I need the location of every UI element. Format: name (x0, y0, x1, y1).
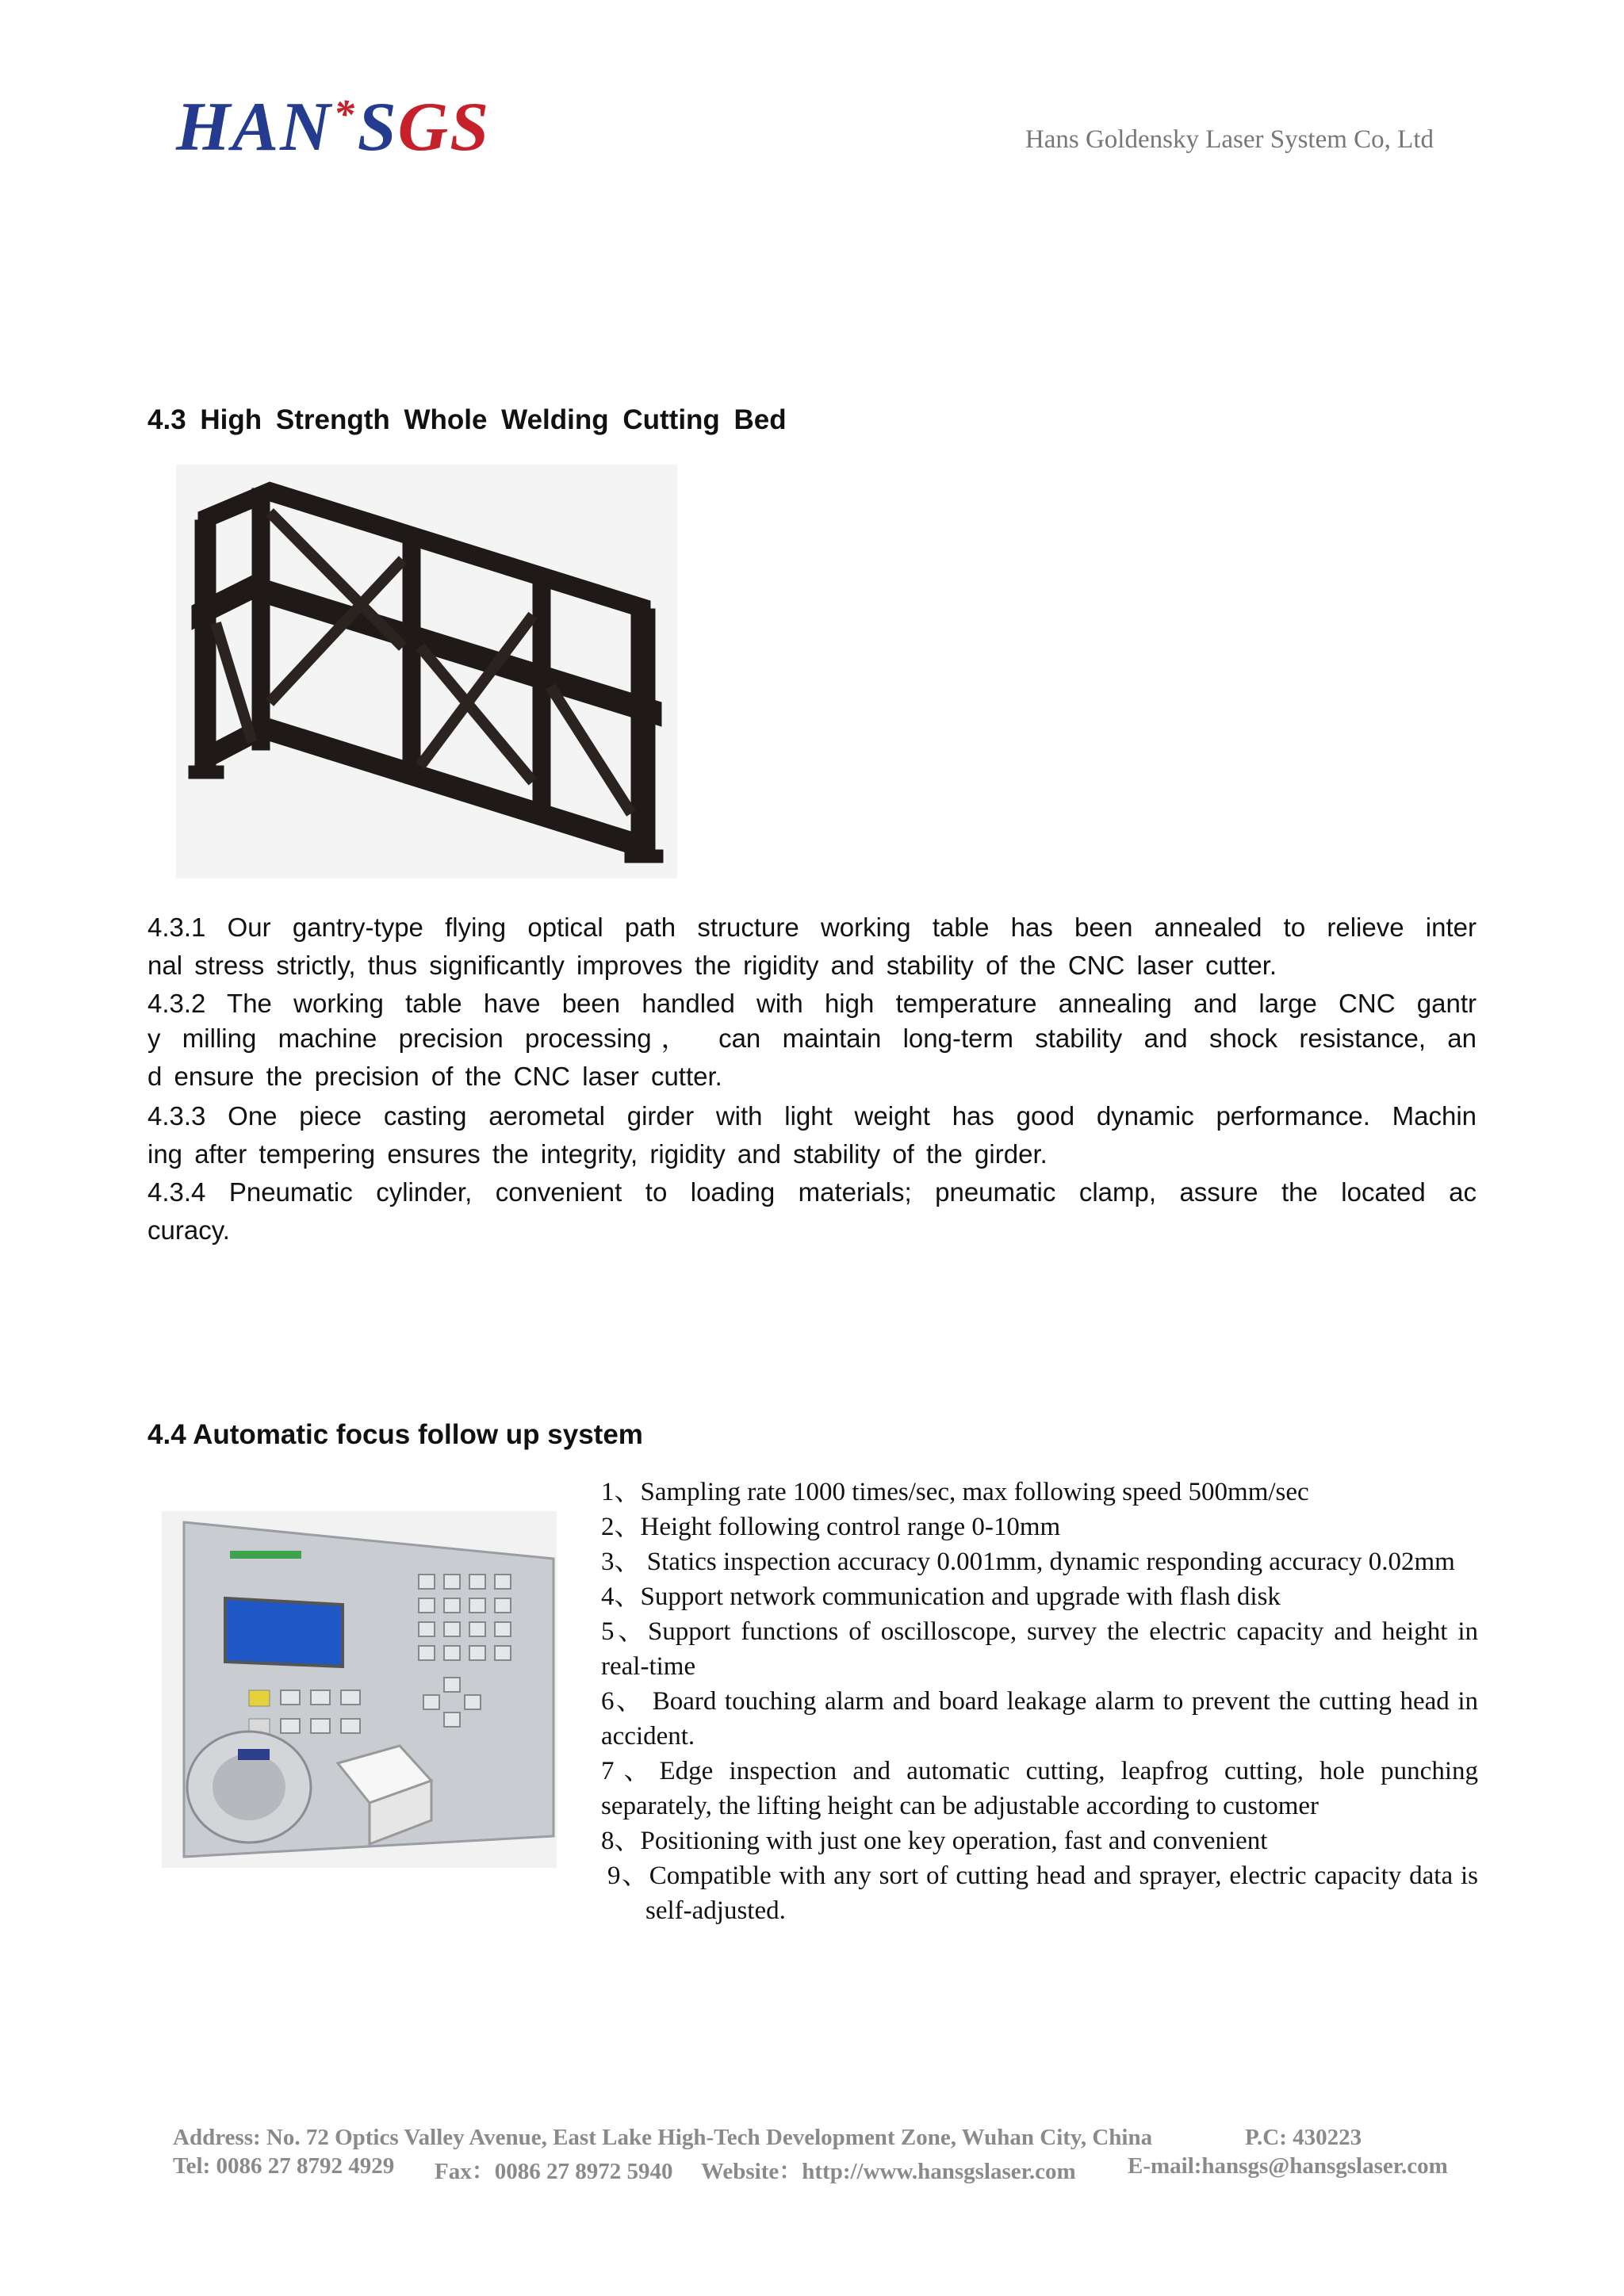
footer-postcode: P.C: 430223 (1245, 2125, 1362, 2150)
cutting-bed-illustration (176, 465, 677, 878)
footer-line-1 (173, 2125, 1473, 2153)
section-4-3-title: 4.3 High Strength Whole Welding Cutting Bed (147, 404, 787, 435)
paragraph-4-3-3-line-2: ing after tempering ensures the integrity, rigidity and stability of the girder. (147, 1139, 1048, 1169)
controller-photo (162, 1511, 557, 1868)
paragraph-4-3-1-line-2: nal stress strictly, thus significantly improves the rigidity and stability of the CNC laser cutter. (147, 951, 1277, 980)
paragraph-4-3-2-line-1: 4.3.2 The working table have been handled with high temperature annealing and large CNC gantr (147, 989, 1477, 1018)
list-item: 9、Compatible with any sort of cutting head and sprayer, electric capacity data is self-adjusted. (607, 1862, 1478, 1925)
section-4-4-title: 4.4 Automatic focus follow up system (147, 1419, 643, 1450)
footer-line-2 (173, 2153, 1473, 2182)
list-item: 4、Support network communication and upgrade with flash disk (601, 1582, 1281, 1611)
paragraph-4-3-2-line-2: y milling machine precision processing， can maintain long-term stability and shock resistance, an (147, 1024, 1477, 1053)
paragraph-4-3-4-line-1: 4.3.4 Pneumatic cylinder, convenient to loading materials; pneumatic clamp, assure the located ac (147, 1177, 1477, 1207)
paragraph-4-3-1-line-1: 4.3.1 Our gantry-type flying optical path structure working table has been annealed to relieve inter (147, 913, 1477, 942)
list-item: 1、Sampling rate 1000 times/sec, max following speed 500mm/sec (601, 1478, 1309, 1506)
list-item: 8、Positioning with just one key operation, fast and convenient (601, 1827, 1268, 1855)
list-item: 3、 Statics inspection accuracy 0.001mm, dynamic responding accuracy 0.02mm (601, 1548, 1455, 1576)
cutting-bed-photo (176, 465, 677, 878)
footer-fax: Fax：0086 27 8972 5940 (435, 2159, 673, 2184)
footer-email[interactable]: E-mail:hansgs@hansgslaser.com (1128, 2153, 1448, 2179)
company-name: Hans Goldensky Laser System Co, Ltd (1025, 125, 1434, 154)
controller-illustration (162, 1511, 557, 1868)
footer-address: Address: No. 72 Optics Valley Avenue, East Lake High-Tech Development Zone, Wuhan City, China (173, 2125, 1153, 2150)
paragraph-4-3-3-line-1: 4.3.3 One piece casting aerometal girder with light weight has good dynamic performance. Machin (147, 1101, 1477, 1131)
list-item: 6、 Board touching alarm and board leakage alarm to prevent the cutting head in accident. (601, 1687, 1478, 1751)
feature-list (601, 1475, 1478, 1928)
footer-tel: Tel: 0086 27 8792 4929 (173, 2153, 395, 2179)
paragraph-4-3-2-line-3: d ensure the precision of the CNC laser cutter. (147, 1062, 722, 1091)
list-item: 7、Edge inspection and automatic cutting, leapfrog cutting, hole punching separately, the lifting height can be adjustable according to customer (601, 1757, 1478, 1820)
company-logo (176, 79, 517, 166)
paragraph-4-3-4-line-2: curacy. (147, 1215, 230, 1245)
logo-wordmark: HAN*SGS (176, 89, 491, 166)
footer-website[interactable]: Website：http://www.hansgslaser.com (701, 2159, 1076, 2184)
list-item: 2、Height following control range 0-10mm (601, 1513, 1061, 1541)
list-item: 5、Support functions of oscilloscope, survey the electric capacity and height in real-time (601, 1617, 1478, 1681)
